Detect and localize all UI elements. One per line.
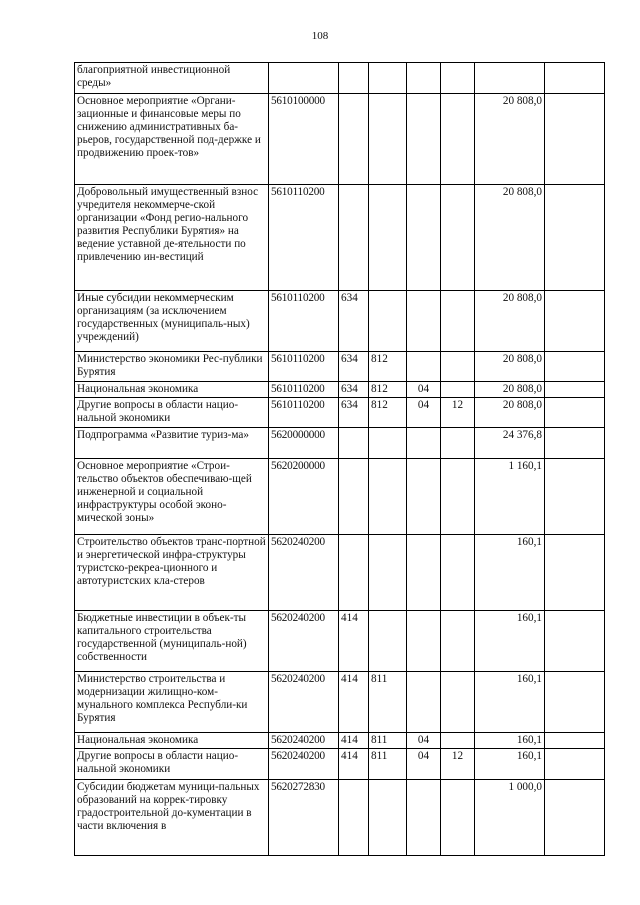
row-code-cell: 5610110200 — [269, 185, 339, 291]
row-expense-type-cell — [339, 63, 369, 94]
row-section-cell — [407, 63, 441, 94]
table-row — [75, 94, 605, 185]
row-code-cell: 5620272830 — [269, 780, 339, 856]
table-row — [75, 63, 605, 94]
row-code-cell: 5610110200 — [269, 352, 339, 382]
row-subsection-cell — [441, 94, 475, 185]
row-subsection-cell — [441, 382, 475, 398]
row-expense-type-cell: 414 — [339, 749, 369, 780]
row-amount-cell: 160,1 — [475, 749, 545, 780]
row-ministry-cell: 811 — [369, 672, 407, 733]
row-empty-cell — [545, 352, 605, 382]
row-empty-cell — [545, 382, 605, 398]
table-row — [75, 185, 605, 291]
row-expense-type-cell: 414 — [339, 611, 369, 672]
table-row — [75, 611, 605, 672]
row-subsection-cell — [441, 672, 475, 733]
row-empty-cell — [545, 535, 605, 611]
row-expense-type-cell — [339, 428, 369, 459]
row-section-cell: 04 — [407, 398, 441, 428]
row-code-cell: 5610110200 — [269, 291, 339, 352]
row-name-cell: Другие вопросы в области нацио-нальной экономики — [75, 749, 269, 780]
row-expense-type-cell — [339, 780, 369, 856]
row-expense-type-cell — [339, 459, 369, 535]
table-row — [75, 459, 605, 535]
row-amount-cell: 20 808,0 — [475, 382, 545, 398]
row-section-cell — [407, 780, 441, 856]
row-expense-type-cell: 414 — [339, 733, 369, 749]
row-amount-cell: 1 000,0 — [475, 780, 545, 856]
row-code-cell: 5620000000 — [269, 428, 339, 459]
row-expense-type-cell — [339, 535, 369, 611]
row-amount-cell: 20 808,0 — [475, 398, 545, 428]
row-code-cell: 5610100000 — [269, 94, 339, 185]
row-ministry-cell — [369, 185, 407, 291]
row-section-cell — [407, 94, 441, 185]
row-empty-cell — [545, 398, 605, 428]
row-section-cell — [407, 291, 441, 352]
row-empty-cell — [545, 749, 605, 780]
row-ministry-cell — [369, 291, 407, 352]
row-subsection-cell — [441, 63, 475, 94]
row-ministry-cell — [369, 94, 407, 185]
row-ministry-cell — [369, 535, 407, 611]
row-subsection-cell: 12 — [441, 749, 475, 780]
row-empty-cell — [545, 63, 605, 94]
row-code-cell: 5620240200 — [269, 749, 339, 780]
row-subsection-cell — [441, 352, 475, 382]
row-code-cell: 5620240200 — [269, 672, 339, 733]
row-subsection-cell — [441, 780, 475, 856]
row-code-cell — [269, 63, 339, 94]
row-ministry-cell: 812 — [369, 398, 407, 428]
row-section-cell: 04 — [407, 733, 441, 749]
row-code-cell: 5620240200 — [269, 535, 339, 611]
row-code-cell: 5620200000 — [269, 459, 339, 535]
row-empty-cell — [545, 291, 605, 352]
row-amount-cell: 160,1 — [475, 672, 545, 733]
row-empty-cell — [545, 780, 605, 856]
table-row — [75, 749, 605, 780]
row-ministry-cell: 811 — [369, 733, 407, 749]
table-row — [75, 398, 605, 428]
row-ministry-cell: 811 — [369, 749, 407, 780]
row-name-cell: Национальная экономика — [75, 733, 269, 749]
row-amount-cell: 20 808,0 — [475, 291, 545, 352]
row-amount-cell: 1 160,1 — [475, 459, 545, 535]
row-section-cell — [407, 459, 441, 535]
row-ministry-cell: 812 — [369, 382, 407, 398]
row-name-cell: Строительство объектов транс-портной и энергетической инфра-структуры туристско-рекреа-ционного и автотуристских кла-стеров — [75, 535, 269, 611]
row-expense-type-cell: 634 — [339, 382, 369, 398]
row-subsection-cell — [441, 291, 475, 352]
row-ministry-cell — [369, 63, 407, 94]
row-name-cell: Добровольный имущественный взнос учредителя некоммерче-ской организации «Фонд регио-нального развития Республики Бурятия» на ведение уставной де-ятельности по привлечению ин-вестиций — [75, 185, 269, 291]
page-number: 108 — [311, 30, 329, 42]
row-ministry-cell: 812 — [369, 352, 407, 382]
row-empty-cell — [545, 733, 605, 749]
row-section-cell — [407, 352, 441, 382]
row-name-cell: Подпрограмма «Развитие туриз-ма» — [75, 428, 269, 459]
table-row — [75, 291, 605, 352]
row-expense-type-cell — [339, 94, 369, 185]
table-row — [75, 780, 605, 856]
row-name-cell: благоприятной инвестиционной среды» — [75, 63, 269, 94]
row-subsection-cell — [441, 535, 475, 611]
table-body — [75, 63, 605, 856]
row-empty-cell — [545, 428, 605, 459]
row-code-cell: 5610110200 — [269, 382, 339, 398]
row-amount-cell — [475, 63, 545, 94]
row-name-cell: Министерство строительства и модернизации жилищно-ком-мунального комплекса Республи-ки Бурятия — [75, 672, 269, 733]
budget-table — [74, 62, 605, 856]
table-row — [75, 733, 605, 749]
row-expense-type-cell: 634 — [339, 291, 369, 352]
row-ministry-cell — [369, 780, 407, 856]
row-subsection-cell — [441, 428, 475, 459]
row-empty-cell — [545, 94, 605, 185]
row-code-cell: 5620240200 — [269, 733, 339, 749]
table-row — [75, 428, 605, 459]
row-amount-cell: 20 808,0 — [475, 352, 545, 382]
row-code-cell: 5610110200 — [269, 398, 339, 428]
row-name-cell: Другие вопросы в области нацио-нальной экономики — [75, 398, 269, 428]
row-subsection-cell — [441, 185, 475, 291]
row-amount-cell: 160,1 — [475, 733, 545, 749]
row-amount-cell: 24 376,8 — [475, 428, 545, 459]
row-section-cell — [407, 428, 441, 459]
row-section-cell — [407, 535, 441, 611]
row-section-cell: 04 — [407, 382, 441, 398]
row-expense-type-cell: 634 — [339, 398, 369, 428]
row-amount-cell: 160,1 — [475, 535, 545, 611]
row-name-cell: Иные субсидии некоммерческим организациям (за исключением государственных (муниципаль-ных) учреждений) — [75, 291, 269, 352]
row-empty-cell — [545, 459, 605, 535]
row-expense-type-cell: 414 — [339, 672, 369, 733]
row-expense-type-cell: 634 — [339, 352, 369, 382]
row-ministry-cell — [369, 611, 407, 672]
table-row — [75, 535, 605, 611]
row-subsection-cell — [441, 733, 475, 749]
row-name-cell: Основное мероприятие «Органи-зационные и финансовые меры по снижению административных ба-рьеров, государственной под-держке и продвижению проек-тов» — [75, 94, 269, 185]
table-row — [75, 672, 605, 733]
row-name-cell: Основное мероприятие «Строи-тельство объектов обеспечиваю-щей инженерной и социальной инфраструктуры особой эконо-мической зоны» — [75, 459, 269, 535]
row-name-cell: Министерство экономики Рес-публики Бурятия — [75, 352, 269, 382]
row-name-cell: Бюджетные инвестиции в объек-ты капитального строительства государственной (муниципаль-ной) собственности — [75, 611, 269, 672]
row-code-cell: 5620240200 — [269, 611, 339, 672]
row-empty-cell — [545, 185, 605, 291]
table-row — [75, 352, 605, 382]
row-ministry-cell — [369, 428, 407, 459]
row-ministry-cell — [369, 459, 407, 535]
row-amount-cell: 20 808,0 — [475, 185, 545, 291]
row-name-cell: Субсидии бюджетам муници-пальных образований на коррек-тировку градостроительной до-кументации в части включения в — [75, 780, 269, 856]
row-section-cell — [407, 672, 441, 733]
row-subsection-cell — [441, 459, 475, 535]
row-section-cell: 04 — [407, 749, 441, 780]
row-subsection-cell — [441, 611, 475, 672]
row-section-cell — [407, 611, 441, 672]
row-expense-type-cell — [339, 185, 369, 291]
row-subsection-cell: 12 — [441, 398, 475, 428]
row-amount-cell: 160,1 — [475, 611, 545, 672]
row-name-cell: Национальная экономика — [75, 382, 269, 398]
row-empty-cell — [545, 672, 605, 733]
row-section-cell — [407, 185, 441, 291]
table-row — [75, 382, 605, 398]
row-empty-cell — [545, 611, 605, 672]
row-amount-cell: 20 808,0 — [475, 94, 545, 185]
